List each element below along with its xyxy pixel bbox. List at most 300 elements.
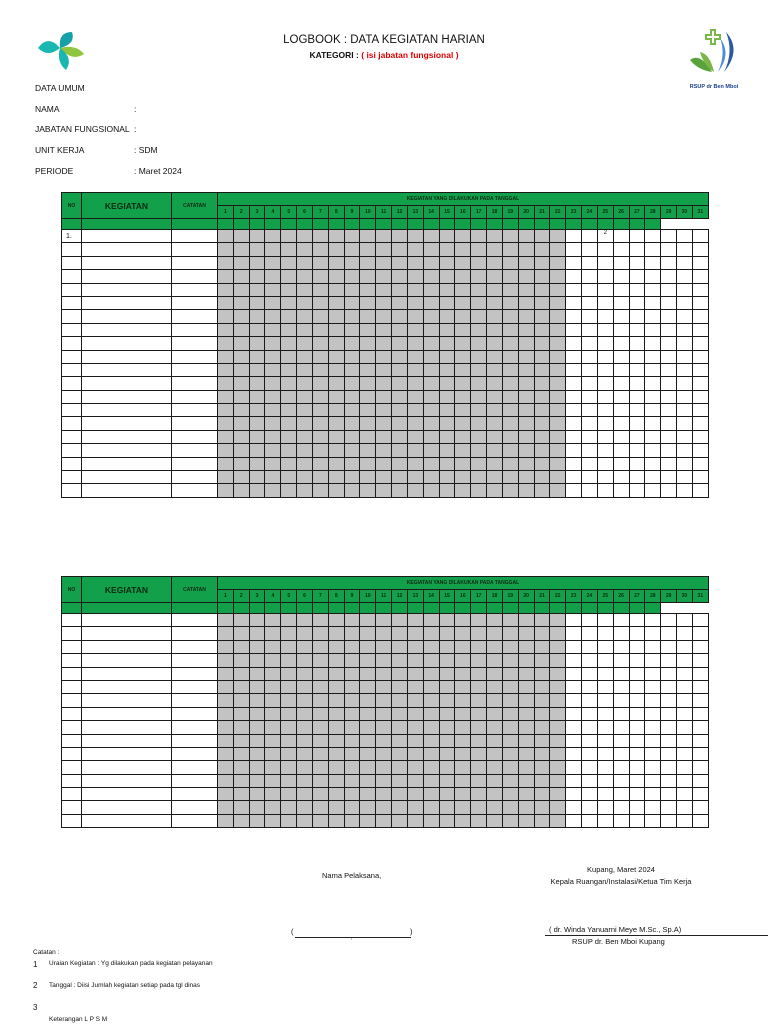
- day-cell[interactable]: [518, 444, 534, 457]
- day-cell[interactable]: [471, 350, 487, 363]
- day-cell[interactable]: [218, 243, 234, 256]
- day-cell[interactable]: [297, 801, 313, 814]
- day-cell[interactable]: [423, 430, 439, 443]
- day-cell[interactable]: [661, 283, 677, 296]
- day-cell[interactable]: [407, 747, 423, 760]
- day-cell[interactable]: [487, 471, 503, 484]
- day-cell[interactable]: [645, 377, 661, 390]
- day-cell[interactable]: [376, 243, 392, 256]
- day-cell[interactable]: [597, 323, 613, 336]
- day-cell[interactable]: [218, 747, 234, 760]
- day-cell[interactable]: [550, 471, 566, 484]
- day-cell[interactable]: [265, 761, 281, 774]
- day-cell[interactable]: [392, 734, 408, 747]
- day-cell[interactable]: [455, 243, 471, 256]
- day-cell[interactable]: [218, 350, 234, 363]
- day-cell[interactable]: [566, 721, 582, 734]
- day-cell[interactable]: [566, 484, 582, 497]
- day-cell[interactable]: [265, 230, 281, 243]
- day-cell[interactable]: [613, 471, 629, 484]
- day-cell[interactable]: [439, 256, 455, 269]
- day-cell[interactable]: [566, 694, 582, 707]
- day-cell[interactable]: [233, 471, 249, 484]
- day-cell[interactable]: [692, 471, 708, 484]
- day-cell[interactable]: [249, 310, 265, 323]
- day-cell[interactable]: [407, 270, 423, 283]
- day-cell[interactable]: [487, 350, 503, 363]
- day-cell[interactable]: [518, 430, 534, 443]
- day-cell[interactable]: [249, 377, 265, 390]
- day-cell[interactable]: [661, 774, 677, 787]
- day-cell[interactable]: [629, 337, 645, 350]
- day-cell[interactable]: [534, 694, 550, 707]
- day-cell[interactable]: [312, 814, 328, 827]
- day-cell[interactable]: [471, 404, 487, 417]
- day-cell[interactable]: [233, 627, 249, 640]
- day-cell[interactable]: [471, 801, 487, 814]
- day-cell[interactable]: [265, 484, 281, 497]
- day-cell[interactable]: [439, 417, 455, 430]
- day-cell[interactable]: [645, 707, 661, 720]
- day-cell[interactable]: [582, 377, 598, 390]
- day-cell[interactable]: [392, 417, 408, 430]
- day-cell[interactable]: [582, 363, 598, 376]
- day-cell[interactable]: [455, 296, 471, 309]
- day-cell[interactable]: [455, 814, 471, 827]
- day-cell[interactable]: [344, 654, 360, 667]
- day-cell[interactable]: [518, 707, 534, 720]
- day-cell[interactable]: [407, 377, 423, 390]
- day-cell[interactable]: [597, 337, 613, 350]
- day-cell[interactable]: [534, 471, 550, 484]
- day-cell[interactable]: [613, 256, 629, 269]
- day-cell[interactable]: [550, 430, 566, 443]
- day-cell[interactable]: [312, 377, 328, 390]
- day-cell[interactable]: [518, 270, 534, 283]
- day-cell[interactable]: [550, 707, 566, 720]
- day-cell[interactable]: [566, 350, 582, 363]
- day-cell[interactable]: [582, 283, 598, 296]
- day-cell[interactable]: [297, 444, 313, 457]
- day-cell[interactable]: [645, 350, 661, 363]
- day-cell[interactable]: [392, 747, 408, 760]
- day-cell[interactable]: [629, 417, 645, 430]
- day-cell[interactable]: [360, 774, 376, 787]
- day-cell[interactable]: [265, 296, 281, 309]
- day-cell[interactable]: [344, 283, 360, 296]
- day-cell[interactable]: [550, 283, 566, 296]
- day-cell[interactable]: [360, 614, 376, 627]
- day-cell[interactable]: [487, 694, 503, 707]
- day-cell[interactable]: [661, 230, 677, 243]
- day-cell[interactable]: [218, 310, 234, 323]
- day-cell[interactable]: [471, 707, 487, 720]
- day-cell[interactable]: [661, 350, 677, 363]
- day-cell[interactable]: [534, 774, 550, 787]
- day-cell[interactable]: [487, 243, 503, 256]
- day-cell[interactable]: [423, 680, 439, 693]
- day-cell[interactable]: [455, 667, 471, 680]
- day-cell[interactable]: [677, 627, 693, 640]
- day-cell[interactable]: [455, 444, 471, 457]
- day-cell[interactable]: [376, 363, 392, 376]
- day-cell[interactable]: [376, 654, 392, 667]
- day-cell[interactable]: [613, 707, 629, 720]
- day-cell[interactable]: [392, 243, 408, 256]
- day-cell[interactable]: [312, 404, 328, 417]
- day-cell[interactable]: [487, 680, 503, 693]
- day-cell[interactable]: [534, 256, 550, 269]
- day-cell[interactable]: [471, 417, 487, 430]
- day-cell[interactable]: [534, 707, 550, 720]
- day-cell[interactable]: [550, 734, 566, 747]
- kegiatan-cell[interactable]: [82, 667, 172, 680]
- day-cell[interactable]: [613, 230, 629, 243]
- day-cell[interactable]: [502, 390, 518, 403]
- day-cell[interactable]: [344, 747, 360, 760]
- day-cell[interactable]: [360, 801, 376, 814]
- catatan-cell[interactable]: [172, 337, 218, 350]
- day-cell[interactable]: [312, 417, 328, 430]
- day-cell[interactable]: [629, 774, 645, 787]
- day-cell[interactable]: [423, 296, 439, 309]
- day-cell[interactable]: [550, 640, 566, 653]
- catatan-cell[interactable]: [172, 801, 218, 814]
- day-cell[interactable]: [233, 283, 249, 296]
- day-cell[interactable]: [218, 296, 234, 309]
- day-cell[interactable]: [344, 390, 360, 403]
- day-cell[interactable]: [487, 734, 503, 747]
- day-cell[interactable]: [487, 707, 503, 720]
- day-cell[interactable]: [439, 614, 455, 627]
- day-cell[interactable]: [582, 654, 598, 667]
- catatan-cell[interactable]: [172, 721, 218, 734]
- day-cell[interactable]: [376, 350, 392, 363]
- day-cell[interactable]: [550, 256, 566, 269]
- day-cell[interactable]: [249, 417, 265, 430]
- day-cell[interactable]: [407, 707, 423, 720]
- day-cell[interactable]: [407, 310, 423, 323]
- day-cell[interactable]: [328, 457, 344, 470]
- day-cell[interactable]: [550, 801, 566, 814]
- row-no-cell[interactable]: [62, 761, 82, 774]
- day-cell[interactable]: [439, 296, 455, 309]
- day-cell[interactable]: [550, 270, 566, 283]
- day-cell[interactable]: [281, 627, 297, 640]
- day-cell[interactable]: [613, 814, 629, 827]
- day-cell[interactable]: [692, 363, 708, 376]
- day-cell[interactable]: [629, 788, 645, 801]
- kegiatan-cell[interactable]: [82, 363, 172, 376]
- day-cell[interactable]: [677, 457, 693, 470]
- day-cell[interactable]: [471, 654, 487, 667]
- day-cell[interactable]: [471, 680, 487, 693]
- day-cell[interactable]: [233, 667, 249, 680]
- day-cell[interactable]: [392, 707, 408, 720]
- day-cell[interactable]: [218, 774, 234, 787]
- day-cell[interactable]: [566, 296, 582, 309]
- day-cell[interactable]: [566, 457, 582, 470]
- day-cell[interactable]: [328, 694, 344, 707]
- day-cell[interactable]: [566, 430, 582, 443]
- day-cell[interactable]: [233, 243, 249, 256]
- day-cell[interactable]: [392, 471, 408, 484]
- day-cell[interactable]: [597, 310, 613, 323]
- day-cell[interactable]: [297, 363, 313, 376]
- day-cell[interactable]: [281, 457, 297, 470]
- day-cell[interactable]: [376, 801, 392, 814]
- day-cell[interactable]: [629, 640, 645, 653]
- day-cell[interactable]: [218, 283, 234, 296]
- day-cell[interactable]: [566, 404, 582, 417]
- day-cell[interactable]: [423, 667, 439, 680]
- day-cell[interactable]: [439, 283, 455, 296]
- day-cell[interactable]: [328, 350, 344, 363]
- day-cell[interactable]: [471, 484, 487, 497]
- day-cell[interactable]: [645, 627, 661, 640]
- day-cell[interactable]: [645, 734, 661, 747]
- day-cell[interactable]: [439, 694, 455, 707]
- day-cell[interactable]: [613, 337, 629, 350]
- day-cell[interactable]: [550, 444, 566, 457]
- day-cell[interactable]: [297, 761, 313, 774]
- day-cell[interactable]: [613, 363, 629, 376]
- day-cell[interactable]: [502, 788, 518, 801]
- day-cell[interactable]: [233, 337, 249, 350]
- day-cell[interactable]: [582, 788, 598, 801]
- day-cell[interactable]: [471, 640, 487, 653]
- day-cell[interactable]: [582, 707, 598, 720]
- day-cell[interactable]: [471, 614, 487, 627]
- day-cell[interactable]: [281, 734, 297, 747]
- day-cell[interactable]: [392, 377, 408, 390]
- day-cell[interactable]: [281, 640, 297, 653]
- row-no-cell[interactable]: [62, 747, 82, 760]
- day-cell[interactable]: [597, 694, 613, 707]
- day-cell[interactable]: [471, 667, 487, 680]
- day-cell[interactable]: [297, 377, 313, 390]
- day-cell[interactable]: [312, 243, 328, 256]
- day-cell[interactable]: [566, 667, 582, 680]
- day-cell[interactable]: [550, 350, 566, 363]
- day-cell[interactable]: [518, 694, 534, 707]
- day-cell[interactable]: [629, 243, 645, 256]
- day-cell[interactable]: [439, 243, 455, 256]
- day-cell[interactable]: [613, 694, 629, 707]
- day-cell[interactable]: [265, 734, 281, 747]
- day-cell[interactable]: [502, 444, 518, 457]
- day-cell[interactable]: [677, 774, 693, 787]
- day-cell[interactable]: [534, 363, 550, 376]
- day-cell[interactable]: [597, 350, 613, 363]
- day-cell[interactable]: [692, 640, 708, 653]
- day-cell[interactable]: [597, 390, 613, 403]
- day-cell[interactable]: [677, 390, 693, 403]
- day-cell[interactable]: [534, 350, 550, 363]
- day-cell[interactable]: [534, 680, 550, 693]
- day-cell[interactable]: [407, 471, 423, 484]
- day-cell[interactable]: [297, 283, 313, 296]
- day-cell[interactable]: [265, 774, 281, 787]
- day-cell[interactable]: [629, 363, 645, 376]
- day-cell[interactable]: [376, 680, 392, 693]
- day-cell[interactable]: [518, 654, 534, 667]
- day-cell[interactable]: [661, 694, 677, 707]
- day-cell[interactable]: [629, 283, 645, 296]
- day-cell[interactable]: [455, 256, 471, 269]
- day-cell[interactable]: [407, 444, 423, 457]
- day-cell[interactable]: [502, 363, 518, 376]
- day-cell[interactable]: [218, 788, 234, 801]
- day-cell[interactable]: [645, 721, 661, 734]
- day-cell[interactable]: [518, 734, 534, 747]
- day-cell[interactable]: [471, 774, 487, 787]
- day-cell[interactable]: [487, 270, 503, 283]
- day-cell[interactable]: [582, 417, 598, 430]
- day-cell[interactable]: [566, 337, 582, 350]
- day-cell[interactable]: [455, 640, 471, 653]
- day-cell[interactable]: [502, 614, 518, 627]
- day-cell[interactable]: [677, 256, 693, 269]
- day-cell[interactable]: [360, 721, 376, 734]
- day-cell[interactable]: [502, 430, 518, 443]
- day-cell[interactable]: [502, 350, 518, 363]
- day-cell[interactable]: [645, 256, 661, 269]
- day-cell[interactable]: [518, 243, 534, 256]
- day-cell[interactable]: [344, 363, 360, 376]
- day-cell[interactable]: [344, 614, 360, 627]
- catatan-cell[interactable]: [172, 761, 218, 774]
- day-cell[interactable]: [582, 444, 598, 457]
- day-cell[interactable]: [265, 707, 281, 720]
- kegiatan-cell[interactable]: [82, 350, 172, 363]
- day-cell[interactable]: [645, 640, 661, 653]
- day-cell[interactable]: [281, 377, 297, 390]
- day-cell[interactable]: [392, 801, 408, 814]
- day-cell[interactable]: [344, 694, 360, 707]
- day-cell[interactable]: [344, 417, 360, 430]
- day-cell[interactable]: [328, 404, 344, 417]
- day-cell[interactable]: [392, 654, 408, 667]
- day-cell[interactable]: [233, 390, 249, 403]
- day-cell[interactable]: [502, 310, 518, 323]
- day-cell[interactable]: [471, 377, 487, 390]
- row-no-cell[interactable]: [62, 256, 82, 269]
- catatan-cell[interactable]: [172, 350, 218, 363]
- row-no-cell[interactable]: [62, 484, 82, 497]
- day-cell[interactable]: [439, 323, 455, 336]
- day-cell[interactable]: [534, 747, 550, 760]
- day-cell[interactable]: [534, 377, 550, 390]
- day-cell[interactable]: [645, 270, 661, 283]
- day-cell[interactable]: [661, 680, 677, 693]
- day-cell[interactable]: [661, 640, 677, 653]
- day-cell[interactable]: [344, 734, 360, 747]
- day-cell[interactable]: [677, 430, 693, 443]
- day-cell[interactable]: [629, 430, 645, 443]
- day-cell[interactable]: [360, 417, 376, 430]
- day-cell[interactable]: [249, 270, 265, 283]
- day-cell[interactable]: [661, 457, 677, 470]
- day-cell[interactable]: [534, 270, 550, 283]
- day-cell[interactable]: [344, 377, 360, 390]
- day-cell[interactable]: [692, 707, 708, 720]
- day-cell[interactable]: [645, 417, 661, 430]
- day-cell[interactable]: [376, 310, 392, 323]
- day-cell[interactable]: [392, 614, 408, 627]
- day-cell[interactable]: [265, 390, 281, 403]
- kegiatan-cell[interactable]: [82, 417, 172, 430]
- kegiatan-cell[interactable]: [82, 337, 172, 350]
- day-cell[interactable]: [455, 734, 471, 747]
- day-cell[interactable]: [344, 230, 360, 243]
- day-cell[interactable]: [550, 814, 566, 827]
- kegiatan-cell[interactable]: [82, 444, 172, 457]
- day-cell[interactable]: [360, 363, 376, 376]
- day-cell[interactable]: [423, 654, 439, 667]
- day-cell[interactable]: [265, 627, 281, 640]
- day-cell[interactable]: [249, 667, 265, 680]
- day-cell[interactable]: [629, 694, 645, 707]
- day-cell[interactable]: [455, 680, 471, 693]
- day-cell[interactable]: [407, 694, 423, 707]
- day-cell[interactable]: [502, 243, 518, 256]
- day-cell[interactable]: [376, 337, 392, 350]
- day-cell[interactable]: [297, 654, 313, 667]
- row-no-cell[interactable]: [62, 667, 82, 680]
- day-cell[interactable]: [233, 814, 249, 827]
- day-cell[interactable]: [233, 707, 249, 720]
- kegiatan-cell[interactable]: [82, 814, 172, 827]
- day-cell[interactable]: [661, 484, 677, 497]
- day-cell[interactable]: [550, 417, 566, 430]
- day-cell[interactable]: [502, 296, 518, 309]
- day-cell[interactable]: [661, 761, 677, 774]
- row-no-cell[interactable]: [62, 430, 82, 443]
- day-cell[interactable]: [645, 484, 661, 497]
- day-cell[interactable]: [455, 788, 471, 801]
- day-cell[interactable]: [281, 444, 297, 457]
- day-cell[interactable]: [582, 627, 598, 640]
- day-cell[interactable]: [249, 788, 265, 801]
- day-cell[interactable]: [312, 707, 328, 720]
- row-no-cell[interactable]: [62, 640, 82, 653]
- day-cell[interactable]: [312, 310, 328, 323]
- day-cell[interactable]: [582, 667, 598, 680]
- day-cell[interactable]: [265, 256, 281, 269]
- day-cell[interactable]: [629, 310, 645, 323]
- day-cell[interactable]: [281, 801, 297, 814]
- day-cell[interactable]: [677, 801, 693, 814]
- day-cell[interactable]: [597, 761, 613, 774]
- day-cell[interactable]: [597, 430, 613, 443]
- day-cell[interactable]: [376, 667, 392, 680]
- day-cell[interactable]: [550, 390, 566, 403]
- day-cell[interactable]: [407, 430, 423, 443]
- day-cell[interactable]: [566, 627, 582, 640]
- day-cell[interactable]: [692, 296, 708, 309]
- day-cell[interactable]: [566, 310, 582, 323]
- day-cell[interactable]: [376, 734, 392, 747]
- day-cell[interactable]: [597, 296, 613, 309]
- day-cell[interactable]: [550, 230, 566, 243]
- kegiatan-cell[interactable]: [82, 230, 172, 243]
- day-cell[interactable]: [582, 640, 598, 653]
- day-cell[interactable]: [613, 654, 629, 667]
- catatan-cell[interactable]: [172, 256, 218, 269]
- day-cell[interactable]: [376, 390, 392, 403]
- row-no-cell[interactable]: [62, 417, 82, 430]
